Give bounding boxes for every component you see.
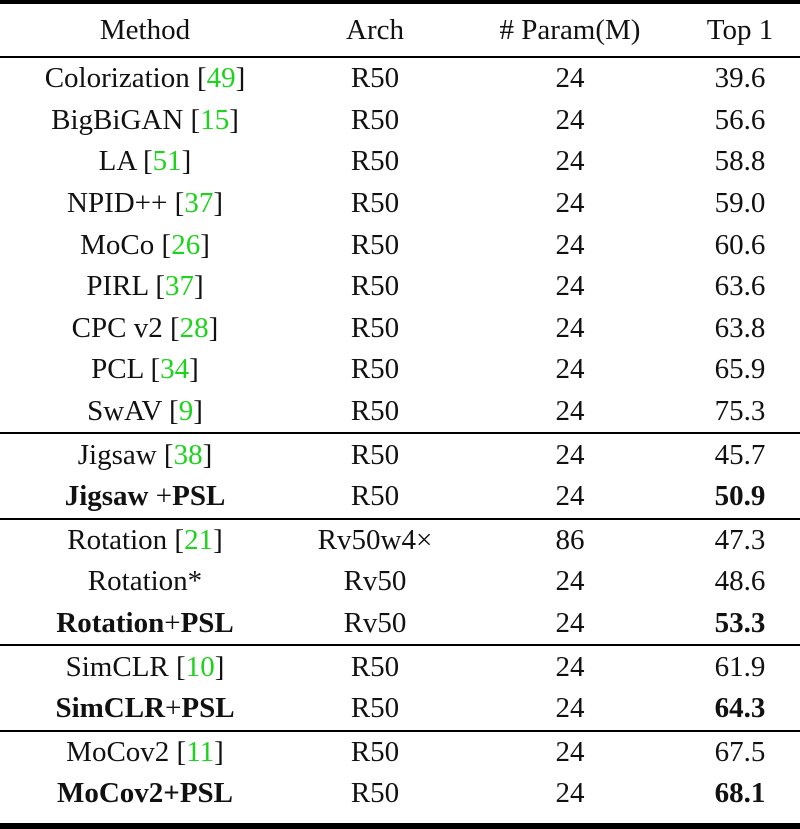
citation-link[interactable]: 38 xyxy=(173,438,203,471)
method-cell xyxy=(0,147,290,176)
arch-cell: Rv50 xyxy=(343,607,407,640)
arch-cell: Rv50w4× xyxy=(317,523,433,556)
top1-cell: 64.3 xyxy=(714,692,766,725)
method-text: ] xyxy=(229,103,239,136)
arch-cell: R50 xyxy=(350,103,400,136)
params-cell: 24 xyxy=(555,650,585,683)
top1-cell: 50.9 xyxy=(714,480,766,513)
table-row xyxy=(0,141,800,183)
method-text: ] xyxy=(213,523,223,556)
table-row xyxy=(0,520,800,562)
top1-cell: 39.6 xyxy=(714,62,766,95)
method-cell xyxy=(0,438,290,471)
params-cell: 24 xyxy=(555,187,585,220)
params-cell: 24 xyxy=(555,270,585,303)
method-cell xyxy=(0,482,290,511)
arch-cell: R50 xyxy=(350,187,400,220)
method-text: Colorization [ xyxy=(44,62,207,95)
table-row xyxy=(0,646,800,688)
method-cell xyxy=(0,609,290,638)
table-row xyxy=(0,308,800,350)
method-text: PSL xyxy=(181,692,235,725)
citation-link[interactable]: 11 xyxy=(186,735,215,768)
method-cell xyxy=(0,650,290,683)
top1-cell: 59.0 xyxy=(714,187,766,220)
top1-cell: 60.6 xyxy=(714,228,766,261)
method-text: ] xyxy=(189,353,199,386)
method-text: MoCo [ xyxy=(80,228,172,261)
table-row xyxy=(0,224,800,266)
header-top1: Top 1 xyxy=(706,13,774,46)
arch-cell: R50 xyxy=(350,777,400,810)
table-row xyxy=(0,561,800,603)
params-cell: 86 xyxy=(555,523,585,556)
method-text: Rotation [ xyxy=(67,523,185,556)
params-cell: 24 xyxy=(555,103,585,136)
method-cell xyxy=(0,567,290,596)
citation-link[interactable]: 15 xyxy=(200,103,230,136)
method-cell xyxy=(0,272,290,301)
citation-link[interactable]: 10 xyxy=(185,650,215,683)
table-row xyxy=(0,58,800,100)
citation-link[interactable]: 28 xyxy=(179,311,209,344)
top1-cell: 61.9 xyxy=(714,650,766,683)
top1-cell: 63.6 xyxy=(714,270,766,303)
params-cell: 24 xyxy=(555,692,585,725)
method-cell xyxy=(0,189,290,218)
citation-link[interactable]: 21 xyxy=(184,523,214,556)
method-text: Jigsaw [ xyxy=(77,438,174,471)
top1-cell: 63.8 xyxy=(714,311,766,344)
method-text: Rotation* xyxy=(87,565,203,598)
arch-cell: R50 xyxy=(350,353,400,386)
top1-cell: 48.6 xyxy=(714,565,766,598)
method-text: PIRL [ xyxy=(86,270,165,303)
top1-cell: 45.7 xyxy=(714,438,766,471)
table-body xyxy=(0,56,800,815)
method-text: + xyxy=(165,692,182,725)
method-cell xyxy=(0,355,290,384)
method-text: + xyxy=(155,480,173,513)
method-text: Jigsaw xyxy=(64,480,156,513)
citation-link[interactable]: 49 xyxy=(206,62,236,95)
method-cell xyxy=(0,397,290,426)
params-cell: 24 xyxy=(555,438,585,471)
table-row xyxy=(0,434,800,476)
citation-link[interactable]: 26 xyxy=(171,228,201,261)
method-text: ] xyxy=(194,270,204,303)
method-text: ] xyxy=(213,187,223,220)
params-cell: 24 xyxy=(555,607,585,640)
arch-cell: R50 xyxy=(350,145,400,178)
table-row xyxy=(0,349,800,391)
top1-cell: 53.3 xyxy=(714,607,766,640)
citation-link[interactable]: 9 xyxy=(178,395,194,428)
method-cell xyxy=(0,779,290,808)
method-text: PSL xyxy=(180,607,234,640)
table-row xyxy=(0,391,800,433)
table-row xyxy=(0,732,800,774)
method-text: + xyxy=(164,607,181,640)
method-text: SimCLR [ xyxy=(65,650,186,683)
params-cell: 24 xyxy=(555,353,585,386)
table-header xyxy=(0,4,800,56)
table-row xyxy=(0,688,800,730)
arch-cell: R50 xyxy=(350,692,400,725)
params-cell: 24 xyxy=(555,480,585,513)
method-text: LA [ xyxy=(98,145,153,178)
arch-cell: R50 xyxy=(350,650,400,683)
top1-cell: 65.9 xyxy=(714,353,766,386)
method-text: PSL xyxy=(172,480,226,513)
method-text: ] xyxy=(202,438,213,471)
method-text: MoCov2+PSL xyxy=(56,777,234,810)
table-row xyxy=(0,476,800,518)
arch-cell: Rv50 xyxy=(343,565,407,598)
params-cell: 24 xyxy=(555,395,585,428)
arch-cell: R50 xyxy=(350,228,400,261)
method-cell xyxy=(0,694,290,723)
table-row xyxy=(0,266,800,308)
citation-link[interactable]: 51 xyxy=(152,145,182,178)
header-method: Method xyxy=(99,13,191,46)
top1-cell: 58.8 xyxy=(714,145,766,178)
params-cell: 24 xyxy=(555,777,585,810)
method-text: CPC v2 [ xyxy=(71,311,180,344)
method-text: BigBiGAN [ xyxy=(51,103,201,136)
header-params: # Param(M) xyxy=(499,13,641,46)
method-text: ] xyxy=(200,228,210,261)
citation-link[interactable]: 37 xyxy=(184,187,214,220)
method-cell xyxy=(0,103,290,136)
method-text: SwAV [ xyxy=(87,395,179,428)
top1-cell: 68.1 xyxy=(714,777,766,810)
top1-cell: 47.3 xyxy=(714,523,766,556)
arch-cell: R50 xyxy=(350,395,400,428)
params-cell: 24 xyxy=(555,228,585,261)
method-text: ] xyxy=(193,395,203,428)
arch-cell: R50 xyxy=(350,480,400,513)
method-text: Rotation xyxy=(56,607,165,640)
method-text: ] xyxy=(181,145,192,178)
method-text: ] xyxy=(235,62,246,95)
top1-cell: 67.5 xyxy=(714,735,766,768)
method-cell xyxy=(0,311,290,344)
method-text: NPID++ [ xyxy=(67,187,185,220)
method-cell xyxy=(0,64,290,93)
arch-cell: R50 xyxy=(350,438,400,471)
arch-cell: R50 xyxy=(350,270,400,303)
top1-cell: 56.6 xyxy=(714,103,766,136)
params-cell: 24 xyxy=(555,565,585,598)
method-cell xyxy=(0,228,290,261)
method-cell xyxy=(0,523,290,556)
method-text: PCL [ xyxy=(91,353,161,386)
table-row xyxy=(0,183,800,225)
method-text: ] xyxy=(208,311,219,344)
citation-link[interactable]: 37 xyxy=(165,270,194,303)
table-row xyxy=(0,100,800,142)
params-cell: 24 xyxy=(555,62,585,95)
method-text: ] xyxy=(214,650,225,683)
header-arch: Arch xyxy=(346,13,404,46)
table-row xyxy=(0,603,800,645)
method-text: ] xyxy=(214,735,224,768)
citation-link[interactable]: 34 xyxy=(160,353,190,386)
params-cell: 24 xyxy=(555,735,585,768)
method-cell xyxy=(0,735,290,768)
arch-cell: R50 xyxy=(350,735,400,768)
method-text: MoCov2 [ xyxy=(66,735,187,768)
top1-cell: 75.3 xyxy=(714,395,766,428)
method-text: SimCLR xyxy=(55,692,166,725)
params-cell: 24 xyxy=(555,145,585,178)
arch-cell: R50 xyxy=(350,311,400,344)
params-cell: 24 xyxy=(555,311,585,344)
table-row xyxy=(0,773,800,815)
arch-cell: R50 xyxy=(350,62,400,95)
